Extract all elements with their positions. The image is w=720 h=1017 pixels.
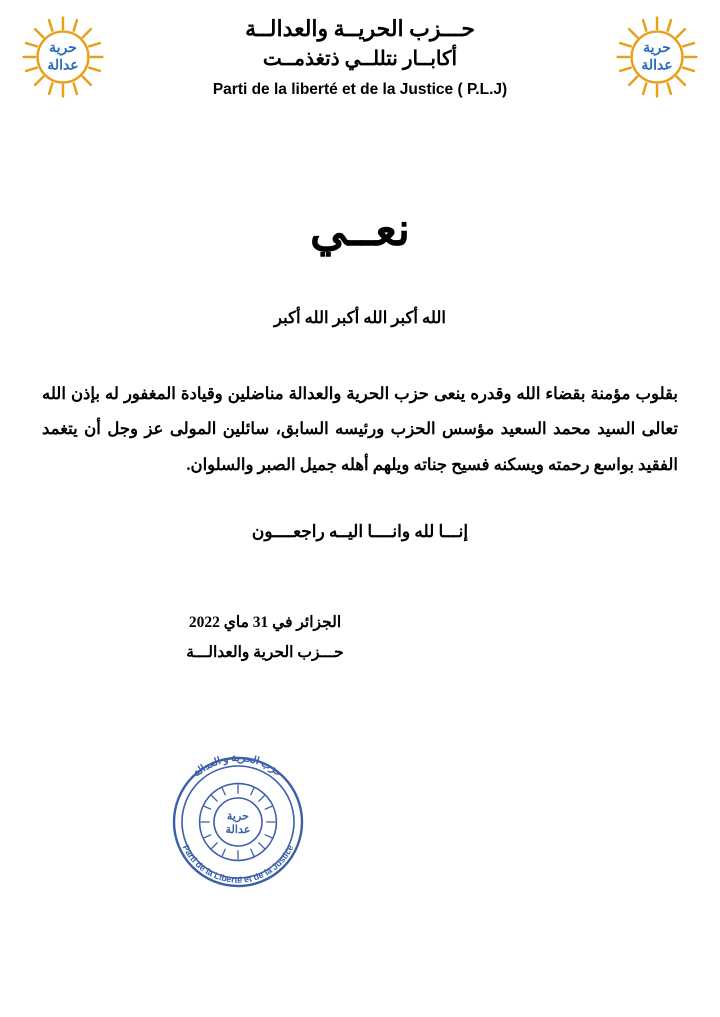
svg-text:Parti de la Liberté et de la J: Parti de la Liberté et de la Justice: [180, 843, 296, 885]
document-header: [0, 0, 720, 144]
svg-text:حرية: حرية: [643, 41, 671, 57]
party-name-amazigh: أكابــار نتللــي ذتغذمــت: [262, 47, 458, 70]
party-official-stamp-icon: [158, 742, 318, 902]
obituary-body-text: بقلوب مؤمنة بقضاء الله وقدره ينعى حزب الحرية والعدالة مناضلين وقيادة المغفور له بإذن الله تعالى السيد محمد السعيد مؤسس الحزب ورئيسه السابق، سائلين المولى عز وجل أن يتغمد الفقيد بواسع رحمته ويسكنه فسيح جناته ويلهم أهله جميل الصبر والسلوان.: [42, 384, 678, 474]
party-name-arabic: حـــزب الحريــة والعدالــة: [245, 16, 475, 41]
signer-name: حـــزب الحرية والعدالـــة: [186, 643, 344, 661]
header-titles: [0, 14, 720, 99]
party-emblem-right-icon: [616, 16, 698, 98]
svg-text:عدالة: عدالة: [225, 824, 251, 837]
svg-text:عدالة: عدالة: [47, 58, 79, 74]
svg-text:عدالة: عدالة: [641, 58, 673, 74]
document-title: نعــي: [309, 204, 411, 255]
party-name-french: Parti de la liberté et de la Justice ( P.L.J): [212, 80, 508, 98]
svg-text:حرية: حرية: [226, 810, 250, 823]
quranic-verse: إنـــا لله وانــــا اليــه راجعــــون: [251, 522, 469, 542]
svg-text:حرية: حرية: [49, 41, 77, 57]
svg-text:حزب الحرية و العدالة: حزب الحرية و العدالة: [191, 753, 285, 780]
place-and-date: الجزائر في 31 ماي 2022: [188, 614, 342, 632]
takbir-line: الله أكبر الله أكبر الله أكبر: [274, 308, 446, 327]
party-emblem-left-icon: [22, 16, 104, 98]
signature-block: [0, 608, 530, 667]
